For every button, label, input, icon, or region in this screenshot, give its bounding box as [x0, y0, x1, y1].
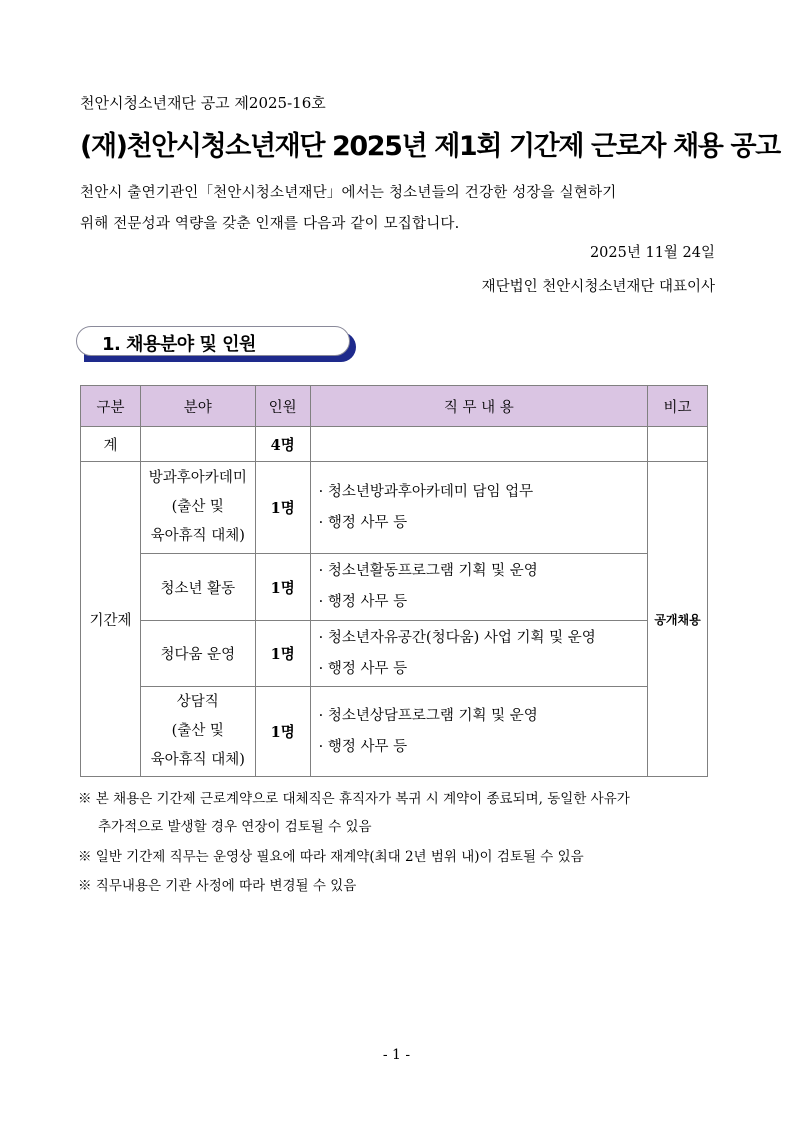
duty-item: · 행정 사무 등	[318, 660, 408, 677]
header-duties: 직 무 내 용	[310, 386, 647, 427]
field-line: (출산 및	[171, 499, 224, 515]
field-line: (출산 및	[171, 723, 224, 739]
header-count: 인원	[255, 386, 310, 427]
section-title: 1. 채용분야 및 인원	[102, 334, 256, 355]
row-field	[140, 687, 255, 777]
duty-item: · 행정 사무 등	[318, 514, 408, 531]
duty-item: · 청소년상담프로그램 기획 및 운영	[318, 707, 538, 724]
group-label: 기간제	[81, 462, 141, 777]
header-field: 분야	[140, 386, 255, 427]
duty-item: · 청소년활동프로그램 기획 및 운영	[318, 563, 538, 579]
row-count: 1명	[255, 687, 310, 777]
duty-item: · 행정 사무 등	[318, 594, 408, 610]
field-line: 방과후아카데미	[148, 470, 247, 486]
row-count: 1명	[255, 462, 310, 554]
row-duties	[310, 554, 647, 621]
table-header-row	[81, 386, 708, 427]
remark-cell: 공개채용	[648, 462, 708, 777]
row-count: 1명	[255, 554, 310, 621]
duty-item: · 청소년방과후아카데미 담임 업무	[318, 483, 534, 500]
intro-text-line-2: 위해 전문성과 역량을 갖춘 인재를 다음과 같이 모집합니다.	[80, 216, 460, 232]
intro-text-line-1: 천안시 출연기관인「천안시청소년재단」에서는 청소년들의 건강한 성장을 실현하기	[80, 185, 617, 201]
row-count: 1명	[255, 621, 310, 687]
document-title: (재)천안시청소년재단 2025년 제1회 기간제 근로자 채용 공고	[80, 131, 780, 162]
total-count: 4명	[255, 427, 310, 462]
total-field-empty	[140, 427, 255, 462]
note-1: ※ 본 채용은 기간제 근로계약으로 대체직은 휴직자가 복귀 시 계약이 종료되며, 동일한 사유가	[78, 791, 630, 807]
field-line: 육아휴직 대체)	[150, 752, 245, 768]
notice-issuer: 재단법인 천안시청소년재단 대표이사	[481, 279, 715, 295]
row-duties	[310, 462, 647, 554]
note-3: ※ 직무내용은 기관 사정에 따라 변경될 수 있음	[78, 878, 357, 894]
total-remark-empty	[648, 427, 708, 462]
header-category: 구분	[81, 386, 141, 427]
total-label: 계	[81, 427, 141, 462]
field-line: 상담직	[176, 694, 219, 710]
section-header	[76, 326, 358, 364]
row-field: 청소년 활동	[140, 554, 255, 621]
duty-item: · 청소년자유공간(청다움) 사업 기획 및 운영	[318, 629, 596, 646]
table-row	[81, 462, 708, 554]
recruitment-table	[80, 385, 708, 777]
table-total-row	[81, 427, 708, 462]
note-1-continued: 추가적으로 발생할 경우 연장이 검토될 수 있음	[98, 819, 372, 835]
header-remark: 비고	[648, 386, 708, 427]
row-duties	[310, 687, 647, 777]
page-number: - 1 -	[382, 1047, 411, 1063]
duty-item: · 행정 사무 등	[318, 738, 408, 755]
table-row	[81, 621, 708, 687]
note-2: ※ 일반 기간제 직무는 운영상 필요에 따라 재계약(최대 2년 범위 내)이 검토될 수 있음	[78, 849, 584, 865]
table-row	[81, 687, 708, 777]
notice-number: 천안시청소년재단 공고 제2025-16호	[80, 94, 326, 112]
row-field: 청다움 운영	[140, 621, 255, 687]
table-row	[81, 554, 708, 621]
total-duties-empty	[310, 427, 647, 462]
row-duties	[310, 621, 647, 687]
row-field	[140, 462, 255, 554]
notice-date: 2025년 11월 24일	[589, 245, 715, 261]
field-line: 육아휴직 대체)	[150, 528, 245, 544]
